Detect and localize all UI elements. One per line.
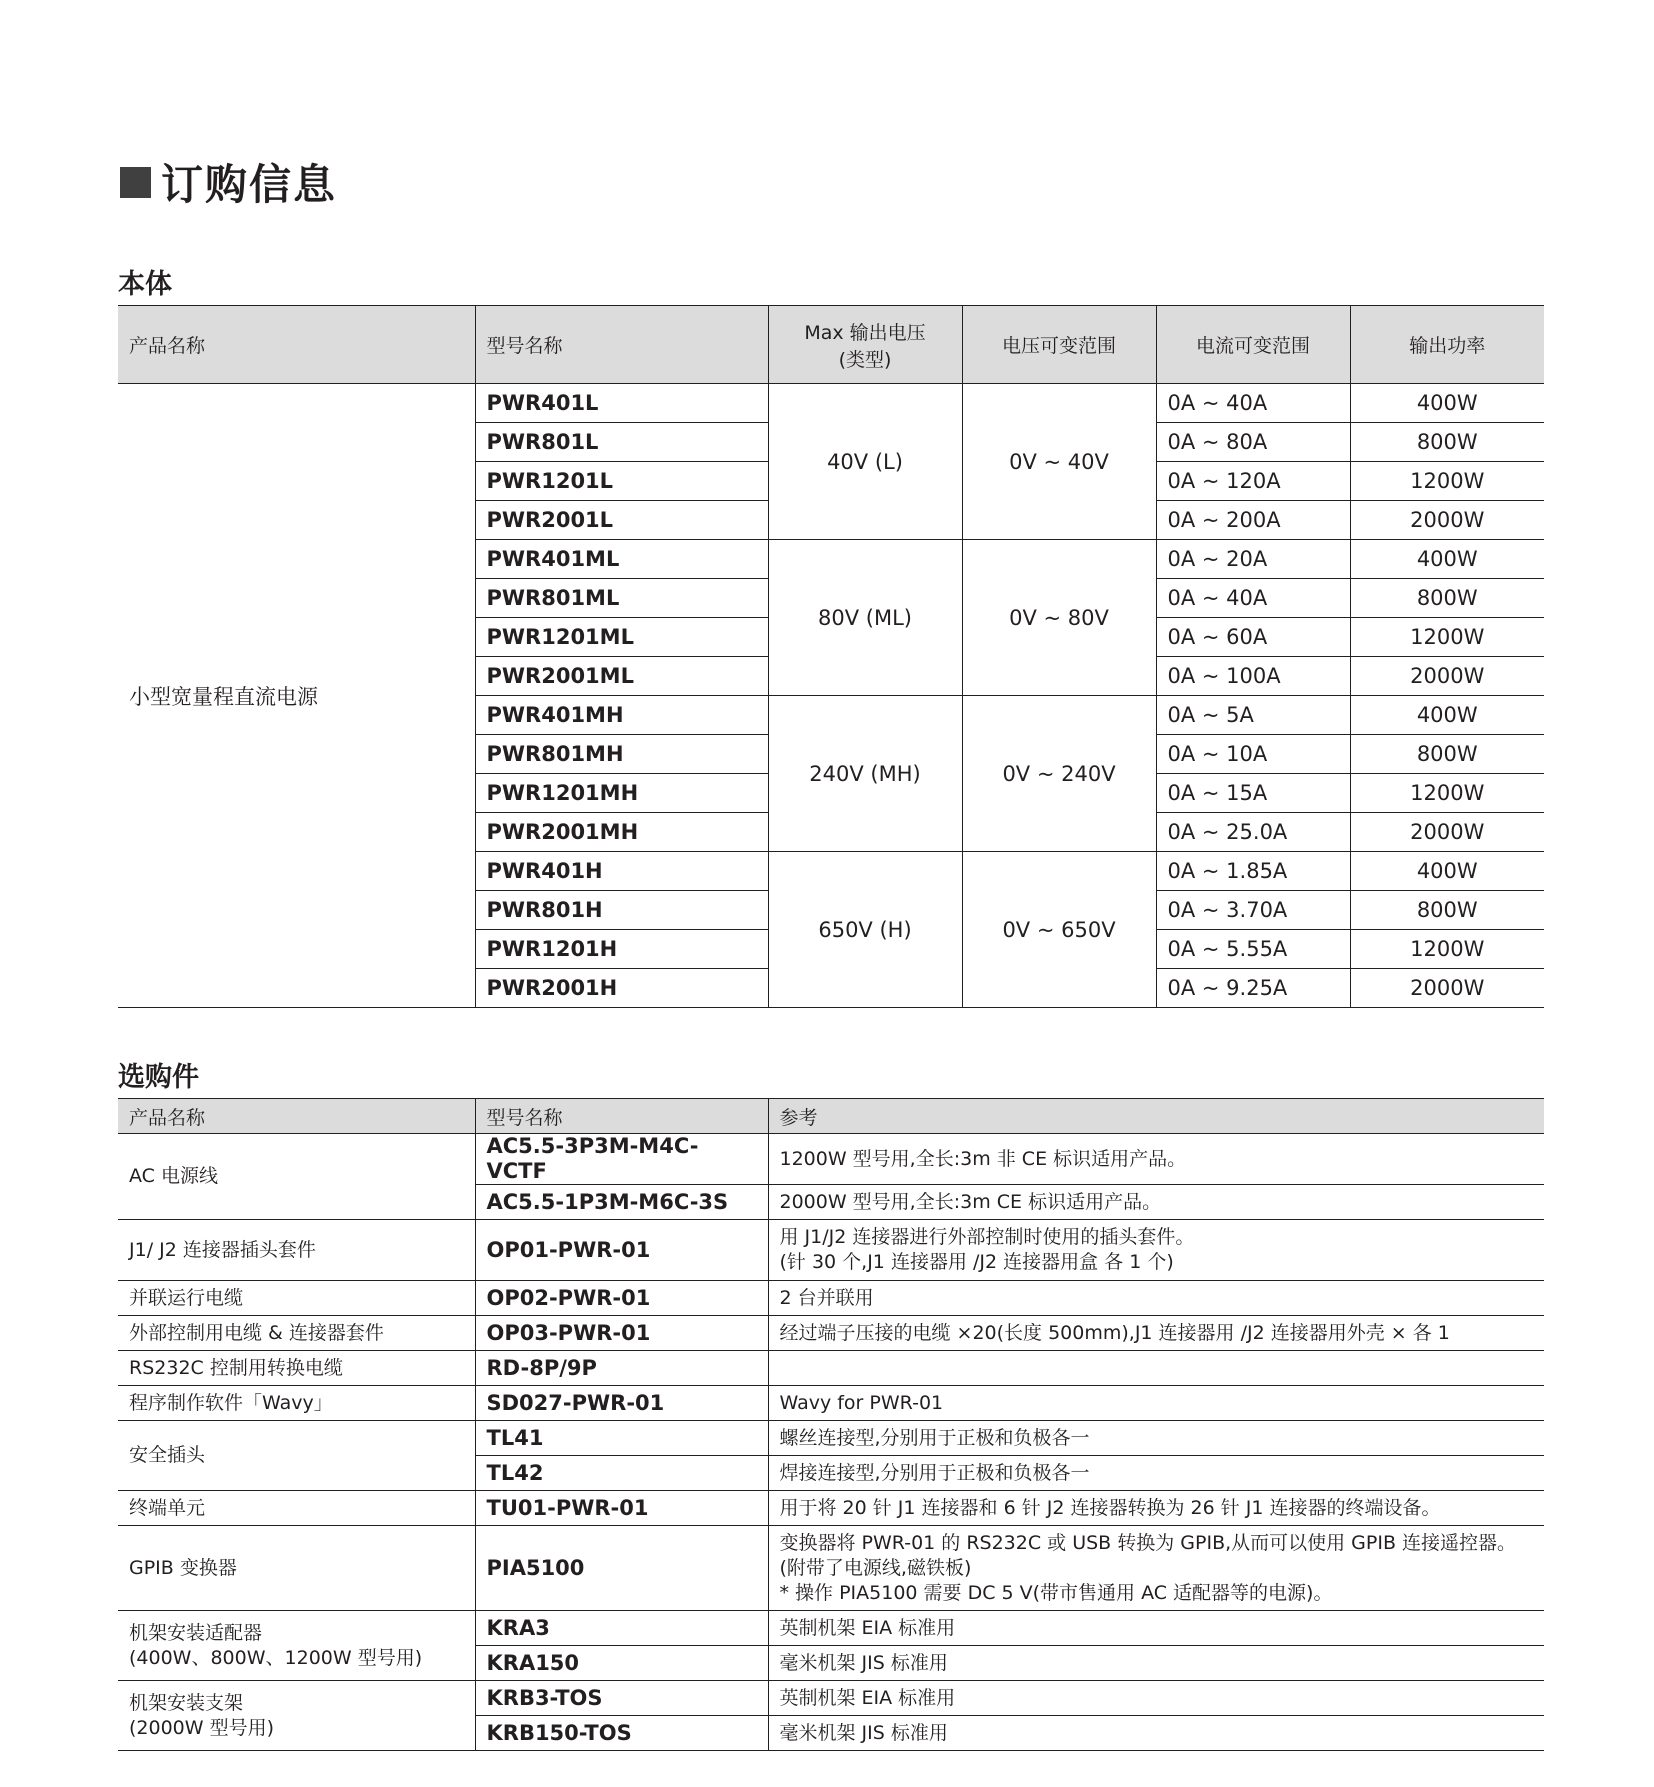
max-voltage-cell: 650V (H) <box>768 852 962 1008</box>
header-current-range: 电流可变范围 <box>1156 306 1350 384</box>
current-range-cell: 0A ~ 5.55A <box>1156 930 1350 969</box>
main-section-title: 本体 <box>118 269 172 300</box>
table-row <box>118 1220 1544 1281</box>
power-cell: 2000W <box>1350 813 1544 852</box>
option-note-cell: 英制机架 EIA 标准用 <box>768 1681 1544 1716</box>
current-range-cell: 0A ~ 100A <box>1156 657 1350 696</box>
power-cell: 1200W <box>1350 618 1544 657</box>
power-cell: 800W <box>1350 579 1544 618</box>
option-note-cell: 毫米机架 JIS 标准用 <box>768 1646 1544 1681</box>
header-max-voltage <box>768 306 962 384</box>
option-model-cell: KRB3-TOS <box>475 1681 768 1716</box>
current-range-cell: 0A ~ 60A <box>1156 618 1350 657</box>
current-range-cell: 0A ~ 200A <box>1156 501 1350 540</box>
header-model: 型号名称 <box>475 1099 768 1134</box>
current-range-cell: 0A ~ 15A <box>1156 774 1350 813</box>
option-name-line: 机架安装支架 <box>129 1691 244 1714</box>
note-line: 用 J1/J2 连接器进行外部控制时使用的插头套件。 <box>779 1226 1195 1248</box>
power-cell: 800W <box>1350 423 1544 462</box>
option-note-cell <box>768 1526 1544 1611</box>
option-name-cell: 终端单元 <box>118 1491 475 1526</box>
power-cell: 400W <box>1350 852 1544 891</box>
current-range-cell: 0A ~ 25.0A <box>1156 813 1350 852</box>
option-note-cell <box>768 1351 1544 1386</box>
option-name-cell <box>118 1681 475 1751</box>
model-cell: PWR1201H <box>475 930 768 969</box>
power-cell: 400W <box>1350 384 1544 423</box>
power-cell: 2000W <box>1350 501 1544 540</box>
model-cell: PWR401L <box>475 384 768 423</box>
table-row <box>118 1316 1544 1351</box>
power-cell: 400W <box>1350 696 1544 735</box>
header-voltage-range: 电压可变范围 <box>962 306 1156 384</box>
option-name-cell: AC 电源线 <box>118 1134 475 1220</box>
option-model-cell: AC5.5-1P3M-M6C-3S <box>475 1185 768 1220</box>
option-model-cell: TL42 <box>475 1456 768 1491</box>
power-cell: 1200W <box>1350 774 1544 813</box>
current-range-cell: 0A ~ 9.25A <box>1156 969 1350 1008</box>
power-cell: 800W <box>1350 891 1544 930</box>
table-header-row <box>118 306 1544 384</box>
current-range-cell: 0A ~ 40A <box>1156 579 1350 618</box>
table-row <box>118 1134 1544 1185</box>
current-range-cell: 0A ~ 10A <box>1156 735 1350 774</box>
header-power: 输出功率 <box>1350 306 1544 384</box>
title-square-icon <box>120 167 151 198</box>
header-model: 型号名称 <box>475 306 768 384</box>
option-name-cell: 安全插头 <box>118 1421 475 1491</box>
current-range-cell: 0A ~ 40A <box>1156 384 1350 423</box>
header-product: 产品名称 <box>118 306 475 384</box>
header-max-voltage-line2: (类型) <box>838 348 892 371</box>
header-product: 产品名称 <box>118 1099 475 1134</box>
option-name-cell: 并联运行电缆 <box>118 1281 475 1316</box>
option-model-cell: KRA150 <box>475 1646 768 1681</box>
table-row <box>118 1491 1544 1526</box>
option-name-line: 机架安装适配器 <box>129 1621 263 1644</box>
header-reference: 参考 <box>768 1099 1544 1134</box>
option-model-cell: AC5.5-3P3M-M4C-VCTF <box>475 1134 768 1185</box>
model-cell: PWR2001MH <box>475 813 768 852</box>
main-product-table <box>118 305 1544 1008</box>
option-model-cell: OP01-PWR-01 <box>475 1220 768 1281</box>
table-row <box>118 1386 1544 1421</box>
option-model-cell: RD-8P/9P <box>475 1351 768 1386</box>
power-cell: 1200W <box>1350 462 1544 501</box>
option-model-cell: SD027-PWR-01 <box>475 1386 768 1421</box>
model-cell: PWR2001H <box>475 969 768 1008</box>
option-name-cell: GPIB 变换器 <box>118 1526 475 1611</box>
options-section-title: 选购件 <box>118 1062 199 1093</box>
model-cell: PWR1201ML <box>475 618 768 657</box>
max-voltage-cell: 40V (L) <box>768 384 962 540</box>
option-name-cell: 外部控制用电缆 & 连接器套件 <box>118 1316 475 1351</box>
current-range-cell: 0A ~ 5A <box>1156 696 1350 735</box>
note-line: (针 30 个,J1 连接器用 /J2 连接器用盒 各 1 个) <box>779 1251 1174 1273</box>
power-cell: 400W <box>1350 540 1544 579</box>
max-voltage-cell: 240V (MH) <box>768 696 962 852</box>
model-cell: PWR801L <box>475 423 768 462</box>
current-range-cell: 0A ~ 20A <box>1156 540 1350 579</box>
option-name-line: (2000W 型号用) <box>129 1716 275 1739</box>
table-row <box>118 1421 1544 1456</box>
option-note-cell: Wavy for PWR-01 <box>768 1386 1544 1421</box>
option-note-cell: 英制机架 EIA 标准用 <box>768 1611 1544 1646</box>
table-row <box>118 1611 1544 1646</box>
option-note-cell: 2 台并联用 <box>768 1281 1544 1316</box>
model-cell: PWR801MH <box>475 735 768 774</box>
power-cell: 2000W <box>1350 657 1544 696</box>
note-line: (附带了电源线,磁铁板) <box>779 1556 972 1579</box>
option-model-cell: KRA3 <box>475 1611 768 1646</box>
model-cell: PWR2001L <box>475 501 768 540</box>
option-model-cell: OP03-PWR-01 <box>475 1316 768 1351</box>
option-name-cell: RS232C 控制用转换电缆 <box>118 1351 475 1386</box>
option-name-cell: 程序制作软件「Wavy」 <box>118 1386 475 1421</box>
option-note-cell: 用于将 20 针 J1 连接器和 6 针 J2 连接器转换为 26 针 J1 连接器的终端设备。 <box>768 1491 1544 1526</box>
table-header-row <box>118 1099 1544 1134</box>
option-note-cell: 2000W 型号用,全长:3m CE 标识适用产品。 <box>768 1185 1544 1220</box>
page-title <box>120 152 337 212</box>
option-note-cell <box>768 1220 1544 1281</box>
current-range-cell: 0A ~ 3.70A <box>1156 891 1350 930</box>
option-model-cell: OP02-PWR-01 <box>475 1281 768 1316</box>
voltage-range-cell: 0V ~ 80V <box>962 540 1156 696</box>
option-name-cell <box>118 1611 475 1681</box>
header-max-voltage-line1: Max 输出电压 <box>804 321 926 344</box>
model-cell: PWR801H <box>475 891 768 930</box>
power-cell: 1200W <box>1350 930 1544 969</box>
page-title-text: 订购信息 <box>161 160 338 209</box>
note-line: * 操作 PIA5100 需要 DC 5 V(带市售通用 AC 适配器等的电源)。 <box>779 1581 1333 1604</box>
voltage-range-cell: 0V ~ 40V <box>962 384 1156 540</box>
model-cell: PWR1201L <box>475 462 768 501</box>
model-cell: PWR2001ML <box>475 657 768 696</box>
table-row <box>118 1526 1544 1611</box>
note-line: 变换器将 PWR-01 的 RS232C 或 USB 转换为 GPIB,从而可以使用 GPIB 连接遥控器。 <box>779 1531 1517 1554</box>
max-voltage-cell: 80V (ML) <box>768 540 962 696</box>
model-cell: PWR401H <box>475 852 768 891</box>
option-note-cell: 经过端子压接的电缆 ×20(长度 500mm),J1 连接器用 /J2 连接器用外壳 × 各 1 <box>768 1316 1544 1351</box>
option-note-cell: 1200W 型号用,全长:3m 非 CE 标识适用产品。 <box>768 1134 1544 1185</box>
table-row <box>118 1351 1544 1386</box>
model-cell: PWR1201MH <box>475 774 768 813</box>
option-model-cell: TU01-PWR-01 <box>475 1491 768 1526</box>
power-cell: 2000W <box>1350 969 1544 1008</box>
options-table <box>118 1098 1544 1751</box>
current-range-cell: 0A ~ 120A <box>1156 462 1350 501</box>
option-model-cell: PIA5100 <box>475 1526 768 1611</box>
current-range-cell: 0A ~ 1.85A <box>1156 852 1350 891</box>
option-note-cell: 毫米机架 JIS 标准用 <box>768 1716 1544 1751</box>
option-model-cell: KRB150-TOS <box>475 1716 768 1751</box>
table-row <box>118 1681 1544 1716</box>
voltage-range-cell: 0V ~ 240V <box>962 696 1156 852</box>
model-cell: PWR801ML <box>475 579 768 618</box>
model-cell: PWR401ML <box>475 540 768 579</box>
option-name-line: (400W、800W、1200W 型号用) <box>129 1646 423 1669</box>
option-model-cell: TL41 <box>475 1421 768 1456</box>
model-cell: PWR401MH <box>475 696 768 735</box>
product-name-cell: 小型宽量程直流电源 <box>118 384 475 1008</box>
table-row <box>118 1281 1544 1316</box>
table-row <box>118 384 1544 423</box>
power-cell: 800W <box>1350 735 1544 774</box>
current-range-cell: 0A ~ 80A <box>1156 423 1350 462</box>
voltage-range-cell: 0V ~ 650V <box>962 852 1156 1008</box>
option-note-cell: 螺丝连接型,分别用于正极和负极各一 <box>768 1421 1544 1456</box>
option-name-cell: J1/ J2 连接器插头套件 <box>118 1220 475 1281</box>
option-note-cell: 焊接连接型,分别用于正极和负极各一 <box>768 1456 1544 1491</box>
